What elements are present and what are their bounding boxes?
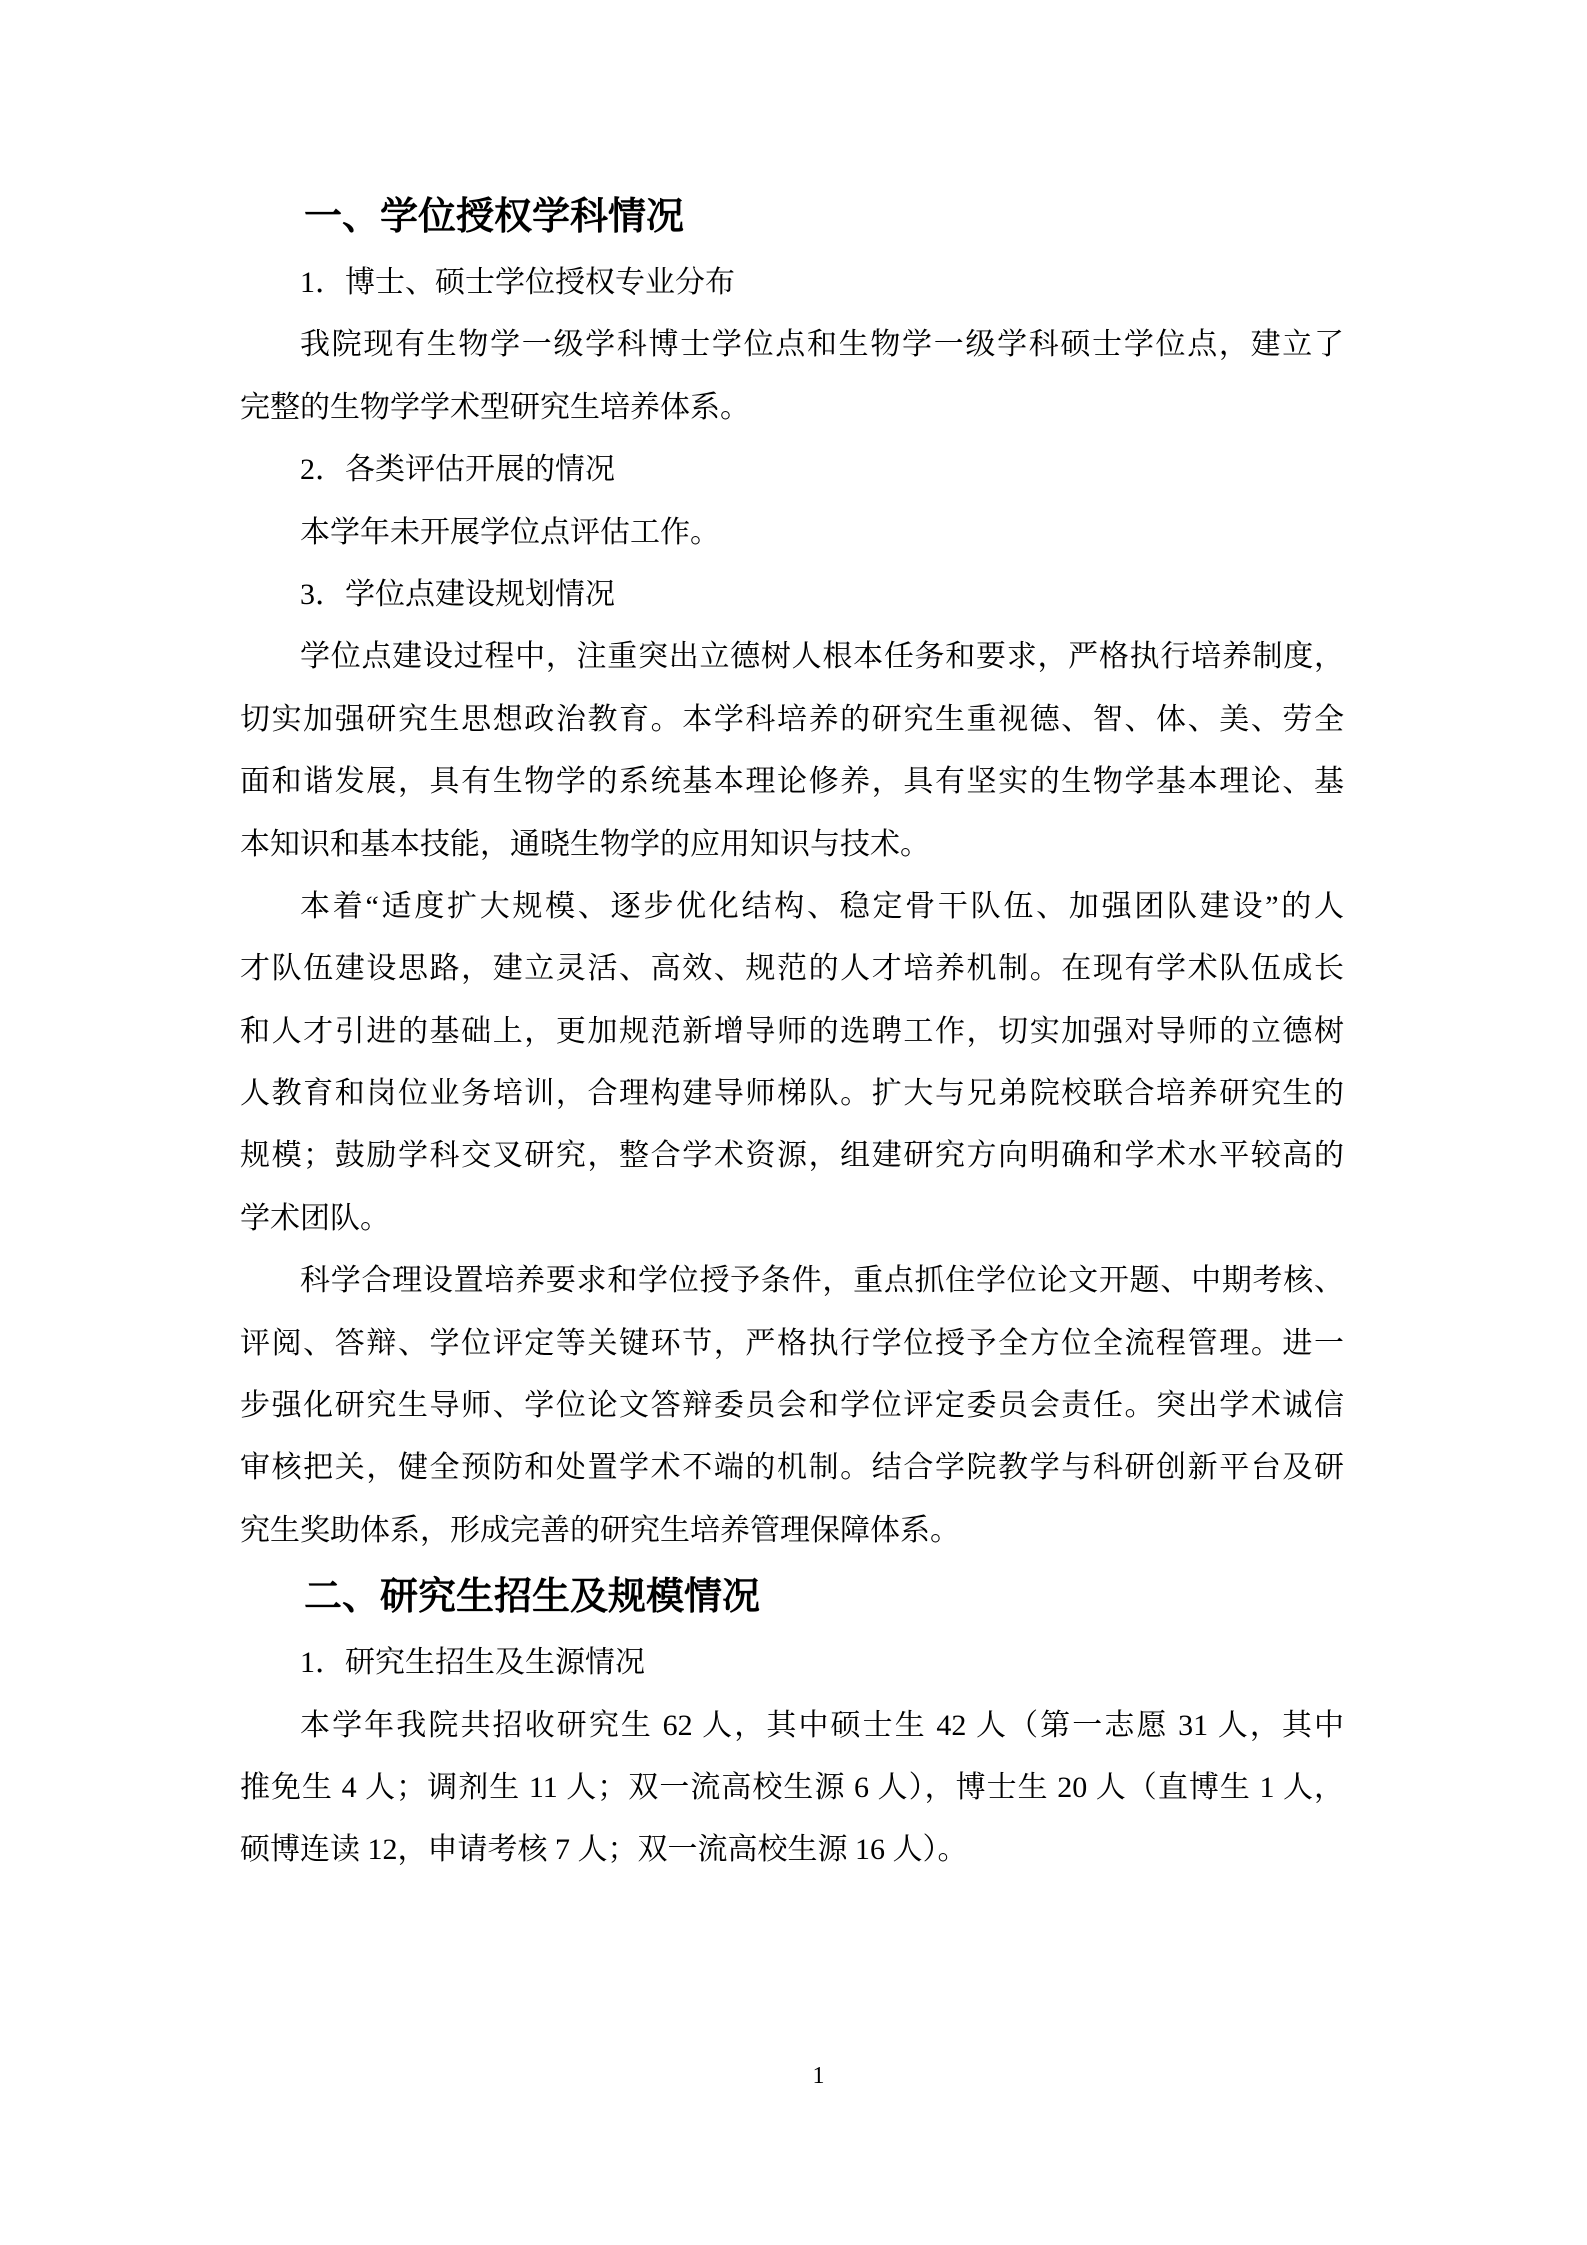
- page-number: 1: [812, 2063, 825, 2089]
- sub-heading: 1．博士、硕士学位授权专业分布: [300, 266, 735, 299]
- paragraph-line: 步强化研究生导师、学位论文答辩委员会和学位评定委员会责任。突出学术诚信: [240, 1389, 1344, 1423]
- paragraph-line: 人教育和岗位业务培训，合理构建导师梯队。扩大与兄弟院校联合培养研究生的: [240, 1077, 1344, 1111]
- paragraph-line: 究生奖助体系，形成完善的研究生培养管理保障体系。: [240, 1513, 960, 1547]
- sub-heading: 3．学位点建设规划情况: [300, 577, 615, 611]
- paragraph-line: 科学合理设置培养要求和学位授予条件，重点抓住学位论文开题、中期考核、: [300, 1264, 1344, 1298]
- paragraph-line: 本学年未开展学位点评估工作。: [300, 515, 720, 549]
- paragraph-line: 规模；鼓励学科交叉研究，整合学术资源，组建研究方向明确和学术水平较高的: [240, 1139, 1344, 1173]
- paragraph-line: 硕博连读 12，申请考核 7 人；双一流高校生源 16 人）。: [240, 1833, 968, 1867]
- paragraph-line: 本着“适度扩大规模、逐步优化结构、稳定骨干队伍、加强团队建设”的人: [300, 889, 1344, 923]
- section-heading-1: 一、学位授权学科情况: [304, 196, 685, 238]
- paragraph-line: 学术团队。: [240, 1201, 390, 1235]
- paragraph-line: 学位点建设过程中，注重突出立德树人根本任务和要求，严格执行培养制度，: [300, 640, 1344, 674]
- paragraph-line: 才队伍建设思路，建立灵活、高效、规范的人才培养机制。在现有学术队伍成长: [240, 952, 1344, 986]
- sub-heading: 2．各类评估开展的情况: [300, 453, 615, 487]
- paragraph-line: 本学年我院共招收研究生 62 人，其中硕士生 42 人（第一志愿 31 人，其中: [300, 1708, 1344, 1742]
- paragraph-line: 本知识和基本技能，通晓生物学的应用知识与技术。: [240, 827, 930, 861]
- paragraph-line: 审核把关，健全预防和处置学术不端的机制。结合学院教学与科研创新平台及研: [240, 1451, 1344, 1485]
- sub-heading: 1．研究生招生及生源情况: [300, 1646, 645, 1680]
- paragraph-line: 面和谐发展，具有生物学的系统基本理论修养，具有坚实的生物学基本理论、基: [240, 765, 1344, 799]
- document-content: [240, 182, 1344, 1882]
- paragraph-line: 和人才引进的基础上，更加规范新增导师的选聘工作，切实加强对导师的立德树: [240, 1014, 1344, 1048]
- paragraph-line: 切实加强研究生思想政治教育。本学科培养的研究生重视德、智、体、美、劳全: [240, 702, 1344, 736]
- paragraph-line: 我院现有生物学一级学科博士学位点和生物学一级学科硕士学位点，建立了: [300, 328, 1344, 362]
- section-heading-2: 二、研究生招生及规模情况: [304, 1576, 761, 1619]
- paragraph-line: 完整的生物学学术型研究生培养体系。: [240, 390, 750, 424]
- paragraph-line: 推免生 4 人；调剂生 11 人；双一流高校生源 6 人），博士生 20 人（直博生 1 人，: [240, 1770, 1344, 1804]
- paragraph-line: 评阅、答辩、学位评定等关键环节，严格执行学位授予全方位全流程管理。进一: [240, 1326, 1344, 1360]
